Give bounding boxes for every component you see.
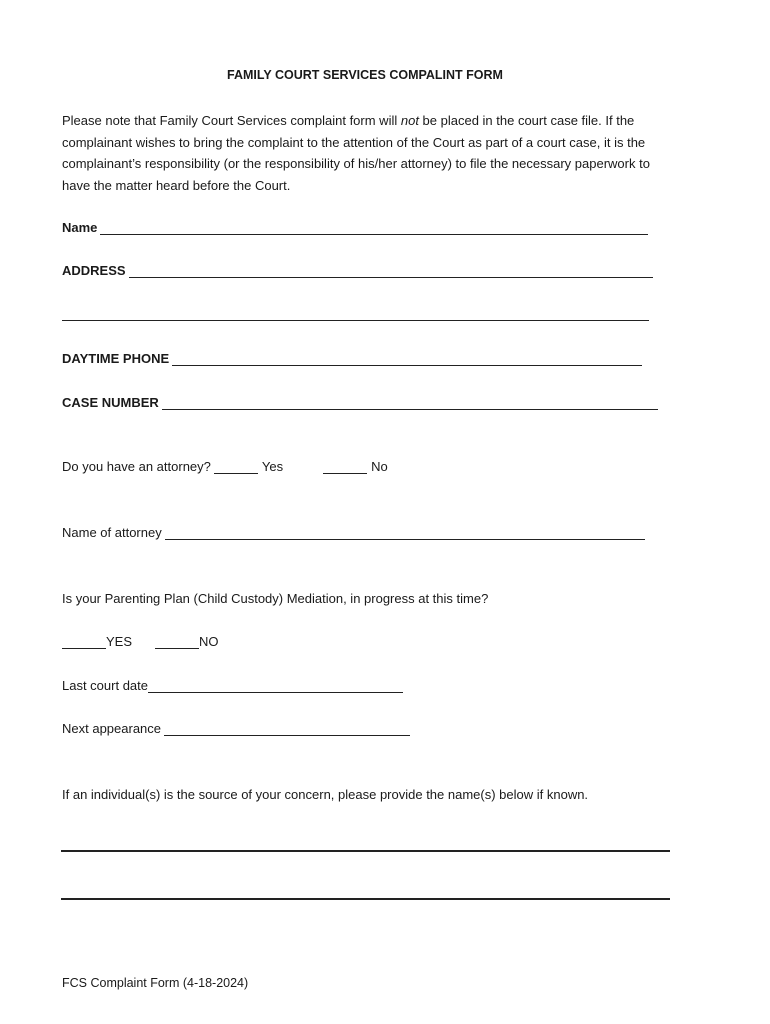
concern-name-line-2[interactable] xyxy=(61,898,670,900)
mediation-yes-blank[interactable] xyxy=(62,636,106,649)
attorney-no-label: No xyxy=(371,459,388,474)
mediation-no-label: NO xyxy=(199,634,219,649)
address-row xyxy=(62,263,653,278)
next-appearance-field[interactable] xyxy=(164,723,410,736)
address-field-line-2[interactable] xyxy=(62,319,649,321)
last-court-label: Last court date xyxy=(62,678,148,693)
last-court-field[interactable] xyxy=(148,680,403,693)
case-number-label: CASE NUMBER xyxy=(62,395,159,410)
address-label: ADDRESS xyxy=(62,263,126,278)
attorney-name-field[interactable] xyxy=(165,527,645,540)
attorney-yes-blank[interactable] xyxy=(214,461,258,474)
mediation-no-blank[interactable] xyxy=(155,636,199,649)
phone-field[interactable] xyxy=(172,353,642,366)
attorney-name-label: Name of attorney xyxy=(62,525,162,540)
phone-row xyxy=(62,351,642,366)
mediation-yes-label: YES xyxy=(106,634,133,649)
attorney-name-row xyxy=(62,525,645,540)
intro-text-part-1: Please note that Family Court Services complaint form will xyxy=(62,113,401,128)
mediation-answer-row xyxy=(62,634,219,649)
case-number-field[interactable] xyxy=(162,397,658,410)
attorney-question: Do you have an attorney? xyxy=(62,459,211,474)
form-footer: FCS Complaint Form (4-18-2024) xyxy=(62,976,249,990)
attorney-yes-label: Yes xyxy=(261,459,284,474)
last-court-row xyxy=(62,678,403,693)
next-appearance-row xyxy=(62,721,410,736)
intro-paragraph xyxy=(62,110,662,196)
attorney-question-row xyxy=(62,459,388,474)
address-field-line-1[interactable] xyxy=(129,265,653,278)
intro-emphasis: not xyxy=(400,113,419,128)
form-title: FAMILY COURT SERVICES COMPALINT FORM xyxy=(227,68,503,82)
name-field[interactable] xyxy=(100,222,648,235)
mediation-question: Is your Parenting Plan (Child Custody) Mediation, in progress at this time? xyxy=(62,591,489,606)
case-number-row xyxy=(62,395,658,410)
concern-name-line-1[interactable] xyxy=(61,850,670,852)
next-appearance-label: Next appearance xyxy=(62,721,162,736)
phone-label: DAYTIME PHONE xyxy=(62,351,170,366)
concern-instruction: If an individual(s) is the source of your concern, please provide the name(s) below if known. xyxy=(62,787,589,802)
intro-text-part-2: be placed in the court case file. If the complainant wishes to bring the complaint to the attention of the Court as part of a court case, it is the complainant’s responsibility (or the responsibility of his/her attorney) to file the necessary paperwork to have the matter heard before the Court. xyxy=(62,113,650,193)
attorney-no-blank[interactable] xyxy=(323,461,367,474)
name-label: Name xyxy=(62,220,98,235)
name-row xyxy=(62,220,648,235)
